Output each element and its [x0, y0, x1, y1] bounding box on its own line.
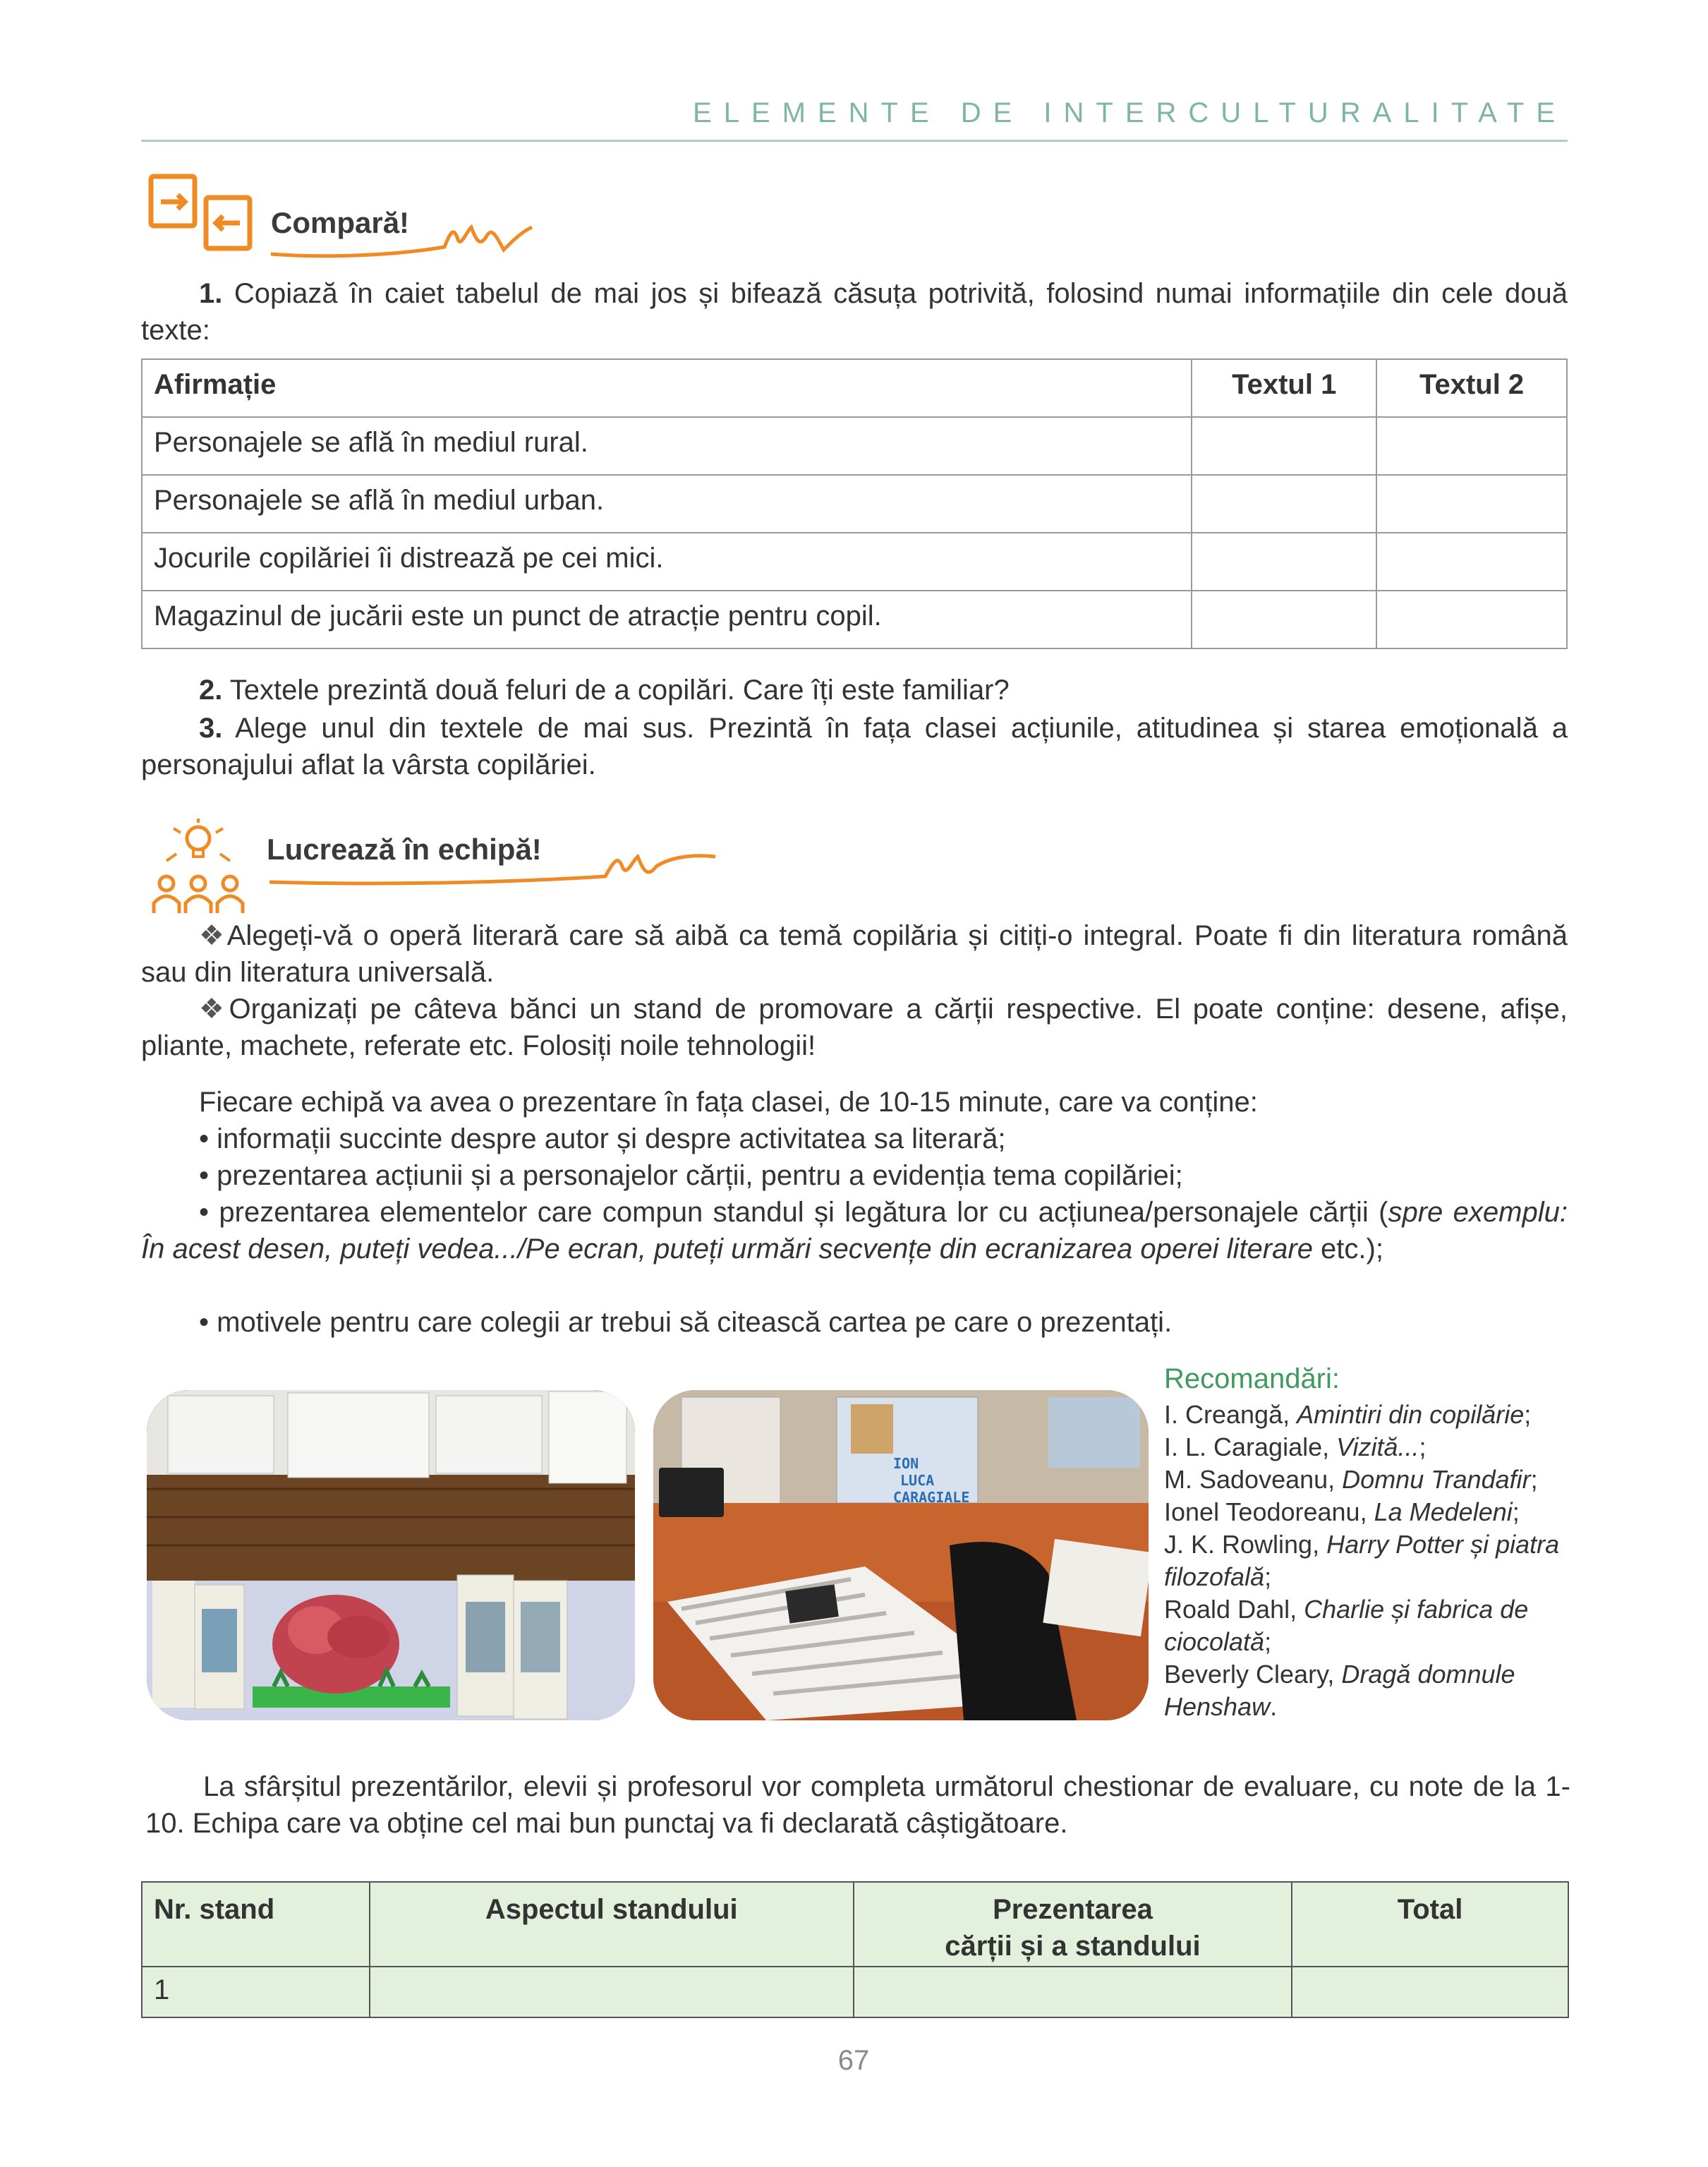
header-statement: Afirmație	[142, 359, 1192, 417]
rec-work: Amintiri din copilărie	[1297, 1400, 1525, 1429]
diamond-bullet-icon: ❖	[199, 994, 229, 1025]
rec-end: ;	[1264, 1627, 1272, 1656]
checkbox-cell-text-1[interactable]	[1192, 533, 1376, 591]
comparison-table	[141, 358, 1568, 649]
rec-author: Roald Dahl,	[1164, 1595, 1304, 1624]
statement-cell: Jocurile copilăriei îi distrează pe cei mici.	[142, 533, 1192, 591]
rec-work: Vizită...	[1336, 1432, 1419, 1461]
presentation-intro: Fiecare echipă va avea o prezentare în fața clasei, de 10-15 minute, care va conține:	[199, 1087, 1258, 1118]
rec-author: Beverly Cleary,	[1164, 1660, 1342, 1689]
header-total: Total	[1292, 1882, 1568, 1967]
page-number: 67	[837, 2045, 870, 2076]
evaluation-header-row	[142, 1882, 1568, 1967]
photo-classroom-stand	[653, 1390, 1149, 1720]
evaluation-intro: La sfârșitul prezentărilor, elevii și profesorul vor completa următorul chestionar de evaluare, cu note de la 1-10. Echipa care va obține cel mai bun punctaj va fi declarată câștigătoare.	[145, 1771, 1570, 1839]
question-3-text: Alege unul din textele de mai sus. Prezintă în fața clasei acțiunile, atitudinea și starea emoțională a personajului aflat la vârsta copilăriei.	[141, 713, 1568, 780]
presentation-bullet-1	[141, 1121, 1568, 1157]
recommendation-item	[1164, 1658, 1573, 1723]
recommendation-item	[1164, 1463, 1573, 1496]
recommendation-item	[1164, 1431, 1573, 1463]
rec-work: Harry Potter și piatra filozofală	[1164, 1530, 1560, 1591]
table-row	[142, 417, 1567, 475]
presentation-bullet-3	[141, 1194, 1568, 1267]
poster-line-3: CARAGIALE	[893, 1489, 970, 1506]
total-score-cell[interactable]	[1292, 1967, 1568, 2017]
compare-swoosh	[268, 219, 536, 261]
recommendations-list	[1164, 1399, 1573, 1723]
statement-cell: Personajele se află în mediul rural.	[142, 417, 1192, 475]
photo-book-stand	[147, 1390, 635, 1720]
aspect-score-cell[interactable]	[370, 1967, 854, 2017]
bullet-icon: •	[199, 1123, 210, 1154]
question-2-number: 2.	[199, 675, 223, 706]
rec-author: Ionel Teodoreanu,	[1164, 1497, 1374, 1526]
running-header: ELEMENTE DE INTERCULTURALITATE	[693, 97, 1567, 128]
rec-end: ;	[1524, 1400, 1532, 1429]
poster-line-1: ION	[893, 1455, 919, 1472]
bullet-text: informații succinte despre autor și despre activitatea sa literară;	[217, 1123, 1006, 1154]
checkbox-cell-text-1[interactable]	[1192, 591, 1376, 648]
bullet-text: prezentarea elementelor care compun standul și legătura lor cu acțiunea/personajele cărții (	[219, 1197, 1388, 1228]
rec-work: Domnu Trandafir	[1342, 1465, 1531, 1494]
rec-work: La Medeleni	[1374, 1497, 1513, 1526]
presentation-bullet-4	[141, 1304, 1568, 1341]
rec-end: .	[1270, 1692, 1278, 1721]
recommendation-item	[1164, 1528, 1573, 1593]
compare-icon	[148, 172, 254, 257]
teamwork-icon	[145, 819, 251, 917]
teamwork-swoosh	[267, 847, 718, 889]
header-presentation-line-1: Prezentarea	[993, 1894, 1153, 1925]
question-3	[141, 710, 1568, 783]
bullet-icon: •	[199, 1307, 210, 1338]
poster-caragiale	[844, 1455, 985, 1506]
rec-end: ;	[1264, 1562, 1272, 1591]
checkbox-cell-text-1[interactable]	[1192, 417, 1376, 475]
statement-cell: Personajele se află în mediul urban.	[142, 475, 1192, 533]
table-row	[142, 475, 1567, 533]
header-stand-aspect: Aspectul standului	[370, 1882, 854, 1967]
rec-author: I. Creangă,	[1164, 1400, 1297, 1429]
teamwork-title: Lucrează în echipă!	[267, 833, 542, 866]
table-header-row	[142, 359, 1567, 417]
rec-end: ;	[1530, 1465, 1538, 1494]
team-task-1-text: Alegeți-vă o operă literară care să aibă ca temă copilăria și citiți-o integral. Poate fi din literatura română sau din literatura universală.	[141, 920, 1568, 988]
recommendation-item	[1164, 1593, 1573, 1658]
poster-line-2: LUCA	[900, 1472, 935, 1489]
question-1	[141, 275, 1568, 349]
bullet-text: motivele pentru care colegii ar trebui să citească cartea pe care o prezentați.	[217, 1307, 1173, 1338]
checkbox-cell-text-2[interactable]	[1376, 591, 1567, 648]
bullet-icon: •	[199, 1197, 210, 1228]
presentation-score-cell[interactable]	[854, 1967, 1292, 2017]
rec-author: J. K. Rowling,	[1164, 1530, 1327, 1559]
question-1-number: 1.	[199, 278, 223, 309]
team-task-1	[141, 917, 1568, 991]
header-presentation-line-2: cărții și a standului	[945, 1931, 1201, 1962]
recommendations-title: Recomandări:	[1164, 1363, 1340, 1394]
bullet-icon: •	[199, 1160, 210, 1191]
presentation-bullet-2	[141, 1157, 1568, 1194]
question-2	[141, 672, 1568, 708]
statement-cell: Magazinul de jucării este un punct de atracție pentru copil.	[142, 591, 1192, 648]
recommendation-item	[1164, 1496, 1573, 1528]
table-row	[142, 591, 1567, 648]
team-task-2	[141, 991, 1568, 1064]
question-2-text: Textele prezintă două feluri de a copilări. Care îți este familiar?	[229, 675, 1010, 706]
question-1-text: Copiază în caiet tabelul de mai jos și bifează căsuța potrivită, folosind numai informațiile din cele două texte:	[141, 278, 1568, 346]
bullet-example: spre exemplu: În acest desen, puteți vedea.../Pe ecran, puteți urmări secvențe din ecranizarea operei literare	[141, 1197, 1568, 1264]
table-row	[142, 533, 1567, 591]
bullet-text-end: etc.);	[1312, 1233, 1383, 1264]
checkbox-cell-text-1[interactable]	[1192, 475, 1376, 533]
evaluation-table	[141, 1881, 1569, 2018]
header-text-2: Textul 2	[1376, 359, 1567, 417]
recommendation-item	[1164, 1399, 1573, 1431]
rec-end: ;	[1419, 1432, 1427, 1461]
rec-author: I. L. Caragiale,	[1164, 1432, 1337, 1461]
rec-work: Dragă domnule Henshaw	[1164, 1660, 1515, 1721]
header-divider	[141, 140, 1568, 142]
rec-author: M. Sadoveanu,	[1164, 1465, 1343, 1494]
team-task-2-text: Organizați pe câteva bănci un stand de promovare a cărții respective. El poate conține: desene, afișe, pliante, machete, referate etc. Folosiți noile tehnologii!	[141, 994, 1568, 1061]
checkbox-cell-text-2[interactable]	[1376, 417, 1567, 475]
stand-number-cell: 1	[142, 1967, 370, 2017]
rec-work: Charlie și fabrica de ciocolată	[1164, 1595, 1529, 1656]
question-3-number: 3.	[199, 713, 223, 744]
header-text-1: Textul 1	[1192, 359, 1376, 417]
rec-end: ;	[1512, 1497, 1520, 1526]
bullet-text: prezentarea acțiunii și a personajelor cărții, pentru a evidenția tema copilăriei;	[217, 1160, 1183, 1191]
header-presentation	[854, 1882, 1292, 1967]
table-row	[142, 1967, 1568, 2017]
diamond-bullet-icon: ❖	[199, 920, 227, 951]
compare-title: Compară!	[271, 206, 410, 239]
checkbox-cell-text-2[interactable]	[1376, 475, 1567, 533]
checkbox-cell-text-2[interactable]	[1376, 533, 1567, 591]
header-stand-number: Nr. stand	[142, 1882, 370, 1967]
